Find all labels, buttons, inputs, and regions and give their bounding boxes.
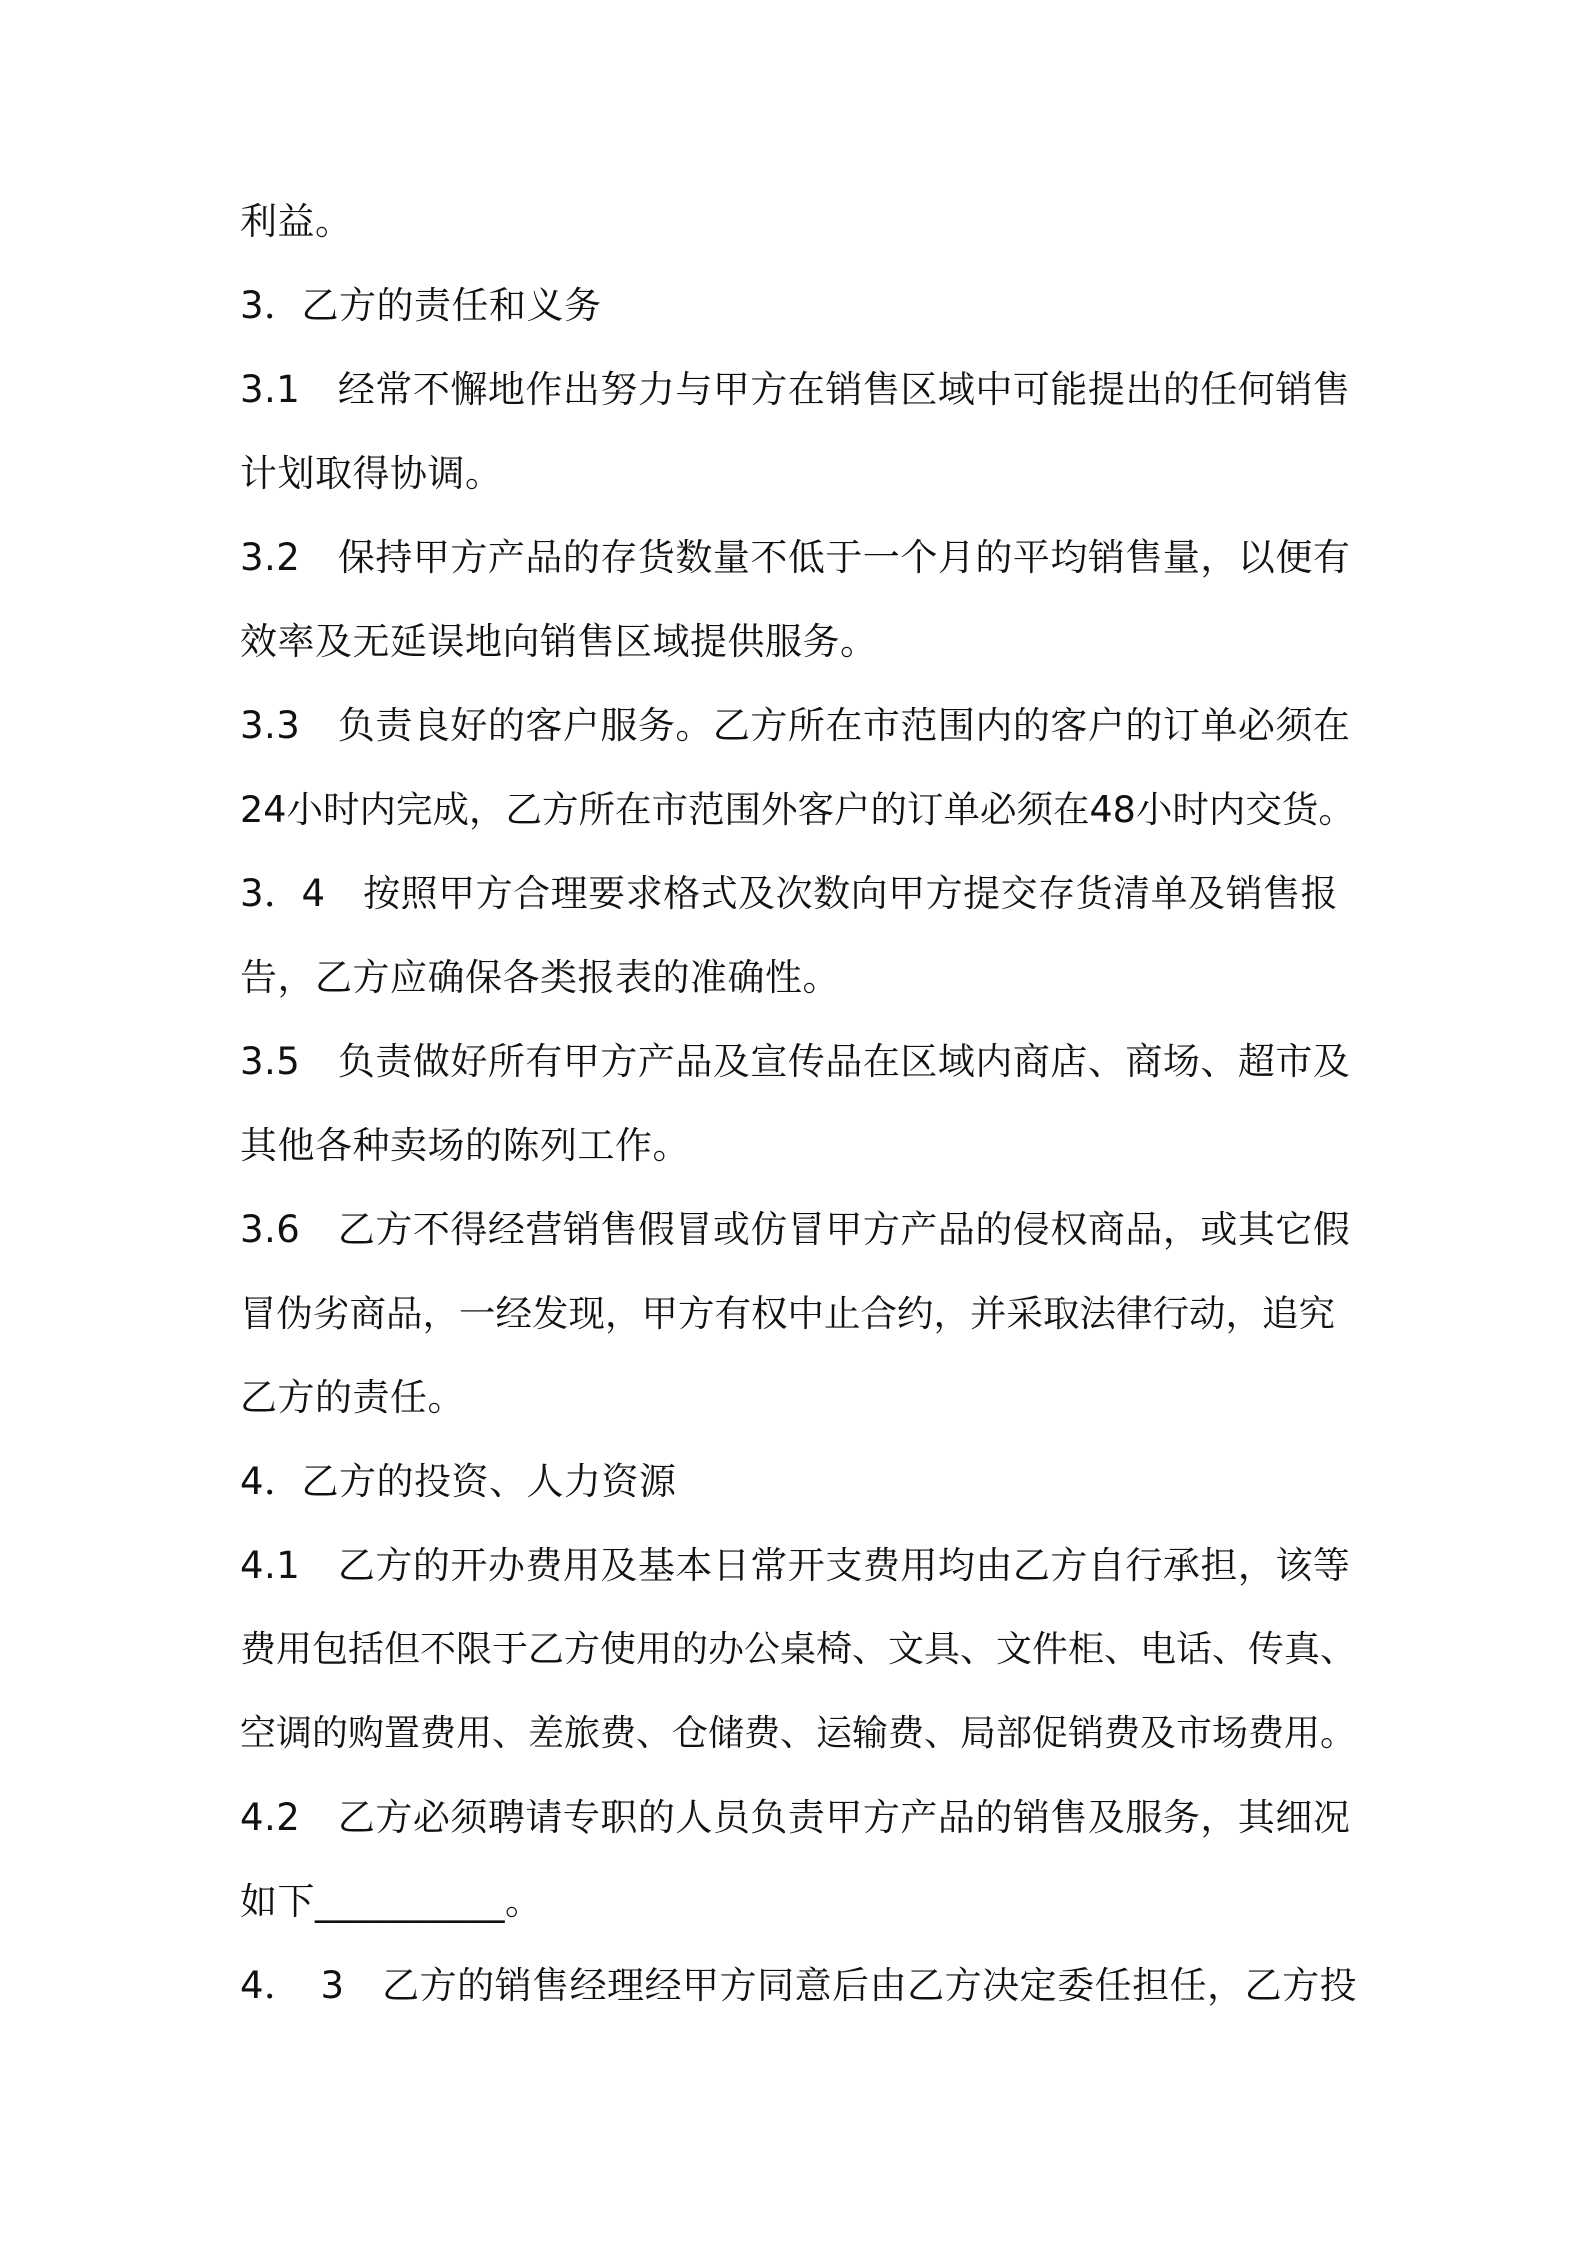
text-line: 利益。 xyxy=(240,200,353,243)
text-line: 告，乙方应确保各类报表的准确性。 xyxy=(240,956,840,999)
text-line: 其他各种卖场的陈列工作。 xyxy=(240,1124,690,1167)
text-line: 如下__________。 xyxy=(240,1880,543,1923)
text-line: 24小时内完成，乙方所在市范围外客户的订单必须在48小时内交货。 xyxy=(240,788,1355,831)
text-line: 空调的购置费用、差旅费、仓储费、运输费、局部促销费及市场费用。 xyxy=(240,1713,1357,1754)
text-line: 3.1 经常不懈地作出努力与甲方在销售区域中可能提出的任何销售 xyxy=(240,368,1351,411)
text-line: 3.3 负责良好的客户服务。乙方所在市范围内的客户的订单必须在 xyxy=(240,704,1351,747)
text-line: 4.1 乙方的开办费用及基本日常开支费用均由乙方自行承担，该等 xyxy=(240,1544,1351,1587)
text-line: 乙方的责任。 xyxy=(240,1376,465,1419)
text-line: 计划取得协调。 xyxy=(240,452,503,495)
text-line: 冒伪劣商品，一经发现，甲方有权中止合约，并采取法律行动，追究 xyxy=(240,1292,1335,1335)
section-heading: 3．乙方的责任和义务 xyxy=(240,284,602,327)
text-line: 3．4 按照甲方合理要求格式及次数向甲方提交存货清单及销售报 xyxy=(240,872,1339,915)
text-line: 4． 3 乙方的销售经理经甲方同意后由乙方决定委任担任，乙方投 xyxy=(240,1964,1358,2007)
text-line: 3.2 保持甲方产品的存货数量不低于一个月的平均销售量，以便有 xyxy=(240,536,1351,579)
text-line: 费用包括但不限于乙方使用的办公桌椅、文具、文件柜、电话、传真、 xyxy=(240,1629,1357,1670)
text-line: 效率及无延误地向销售区域提供服务。 xyxy=(240,620,878,663)
text-line: 3.6 乙方不得经营销售假冒或仿冒甲方产品的侵权商品，或其它假 xyxy=(240,1208,1351,1251)
text-line: 4.2 乙方必须聘请专职的人员负责甲方产品的销售及服务，其细况 xyxy=(240,1796,1351,1839)
section-heading: 4．乙方的投资、人力资源 xyxy=(240,1460,677,1503)
text-line: 3.5 负责做好所有甲方产品及宣传品在区域内商店、商场、超市及 xyxy=(240,1040,1351,1083)
